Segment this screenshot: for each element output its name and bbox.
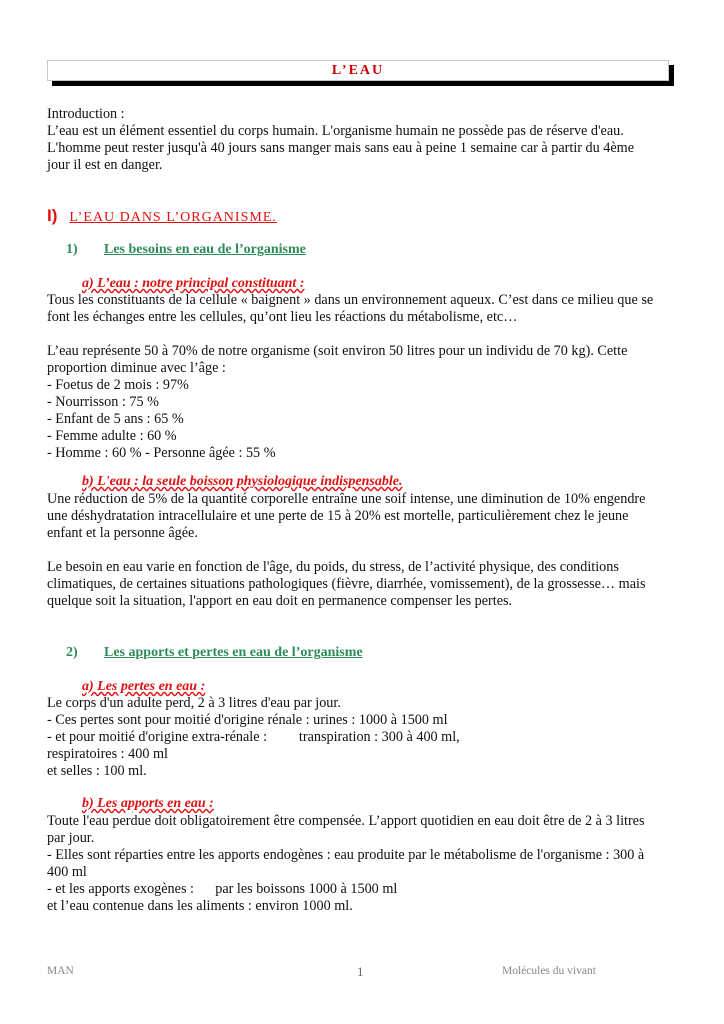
sub-subsection-heading-1a: a) L’eau : notre principal constituant :: [82, 276, 305, 291]
paragraph: [47, 292, 687, 326]
paragraph: [47, 559, 687, 610]
intro-label: Introduction :: [47, 106, 125, 122]
list-item: - Foetus de 2 mois : 97%: [47, 377, 189, 393]
subsection-title: Les apports et pertes en eau de l’organisme: [104, 645, 363, 660]
list-item: - Enfant de 5 ans : 65 %: [47, 411, 184, 427]
text-line: quelque soit la situation, l'apport en eau doit en permanence compenser les pertes.: [47, 593, 513, 609]
text-line: L'homme peut rester jusqu'à 40 jours sans manger mais sans eau à peine 1 semaine car à partir du 4ème: [47, 140, 635, 156]
text-line: L’eau est un élément essentiel du corps humain. L'organisme humain ne possède pas de réserve d'eau.: [47, 123, 624, 139]
footer-right: Molécules du vivant: [502, 965, 596, 977]
list-item: - et pour moitié d'origine extra-rénale : transpiration : 300 à 400 ml,: [47, 729, 460, 745]
list-item: - Elles sont réparties entre les apports endogènes : eau produite par le métabolisme de l'organisme : 300 à: [47, 847, 645, 863]
text-line: Une réduction de 5% de la quantité corporelle entraîne une soif intense, une diminution de 10% engendre: [47, 491, 646, 507]
sub-subsection-heading-2b: b) Les apports en eau :: [82, 796, 214, 811]
list-item: - Nourrisson : 75 %: [47, 394, 159, 410]
title-box: [47, 60, 669, 81]
subsection-heading-2: [66, 645, 363, 661]
text-line: jour il est en danger.: [47, 157, 163, 173]
text-line: font les échanges entre les cellules, qu’ont lieu les réactions du métabolisme, etc…: [47, 309, 518, 325]
text-line: Tous les constituants de la cellule « baignent » dans un environnement aqueux. C’est dans ce milieu que se: [47, 292, 654, 308]
text-line: L’eau représente 50 à 70% de notre organisme (soit environ 50 litres pour un individu de 70 kg). Cette: [47, 343, 628, 359]
text-line: proportion diminue avec l’âge :: [47, 360, 226, 376]
text-line: Le besoin en eau varie en fonction de l'âge, du poids, du stress, de l’activité physique, des conditions: [47, 559, 619, 575]
sub-subsection-heading-1b: b) L'eau : la seule boisson physiologique indispensable.: [82, 474, 403, 489]
list-item: - Ces pertes sont pour moitié d'origine rénale : urines : 1000 à 1500 ml: [47, 712, 448, 728]
subsection-number: 2): [66, 645, 78, 660]
list-item: - Homme : 60 % - Personne âgée : 55 %: [47, 445, 276, 461]
text-line: Toute l'eau perdue doit obligatoirement être compensée. L’apport quotidien en eau doit être de 2 à 3 litres: [47, 813, 645, 829]
text-line: par jour.: [47, 830, 95, 846]
list-item: - et les apports exogènes : par les boissons 1000 à 1500 ml: [47, 881, 398, 897]
subsection-number: 1): [66, 242, 78, 257]
text-line: 400 ml: [47, 864, 87, 880]
section-number: I): [47, 206, 58, 225]
text-line: respiratoires : 400 ml: [47, 746, 168, 762]
subsection-heading-1: [66, 242, 306, 258]
paragraph-water-losses: [47, 695, 687, 780]
intro-paragraph: [47, 106, 687, 174]
paragraph-water-proportions: [47, 343, 687, 462]
paragraph-water-intake: [47, 813, 687, 915]
page-title: L’EAU: [331, 63, 385, 78]
page-number: 1: [357, 964, 364, 979]
paragraph: [47, 491, 687, 542]
text-line: une déshydratation intracellulaire et une perte de 15 à 20% est mortelle, particulièrement chez le jeune: [47, 508, 629, 524]
text-line: Le corps d'un adulte perd, 2 à 3 litres d'eau par jour.: [47, 695, 341, 711]
text-line: et selles : 100 ml.: [47, 763, 147, 779]
footer-left: MAN: [47, 965, 74, 977]
text-line: enfant et la personne âgée.: [47, 525, 198, 541]
list-item: - Femme adulte : 60 %: [47, 428, 177, 444]
sub-subsection-heading-2a: a) Les pertes en eau :: [82, 679, 206, 694]
text-line: climatiques, de certaines situations pathologiques (fièvre, diarrhée, vomissement), de la grossesse… mais: [47, 576, 646, 592]
subsection-title: Les besoins en eau de l’organisme: [104, 242, 306, 257]
section-title: L’EAU DANS L’ORGANISME.: [69, 210, 277, 225]
section-heading-1: [47, 206, 277, 226]
text-line: et l’eau contenue dans les aliments : environ 1000 ml.: [47, 898, 353, 914]
